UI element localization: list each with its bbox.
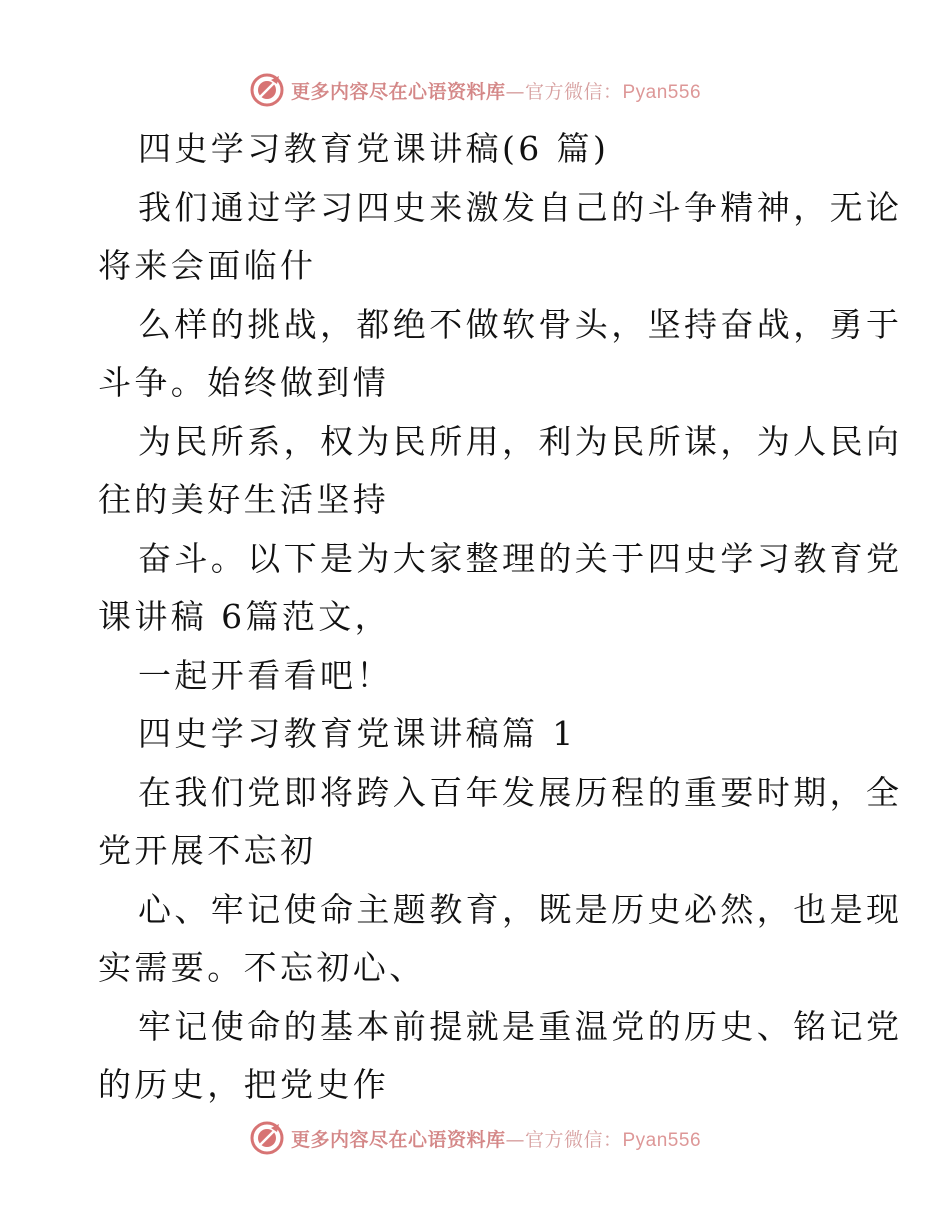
- text-line: 四史学习教育党课讲稿(6 篇): [138, 129, 610, 168]
- text-line: 牢记使命的基本前提就是重温党的历史、铭记党: [138, 1006, 903, 1046]
- document-body: [98, 120, 903, 1115]
- text-line: 党开展不忘初: [98, 831, 317, 870]
- text-line: 我们通过学习四史来激发自己的斗争精神，无论: [138, 187, 903, 227]
- footer-banner-label: 官方微信：: [524, 1128, 623, 1151]
- footer-banner: [0, 1118, 950, 1158]
- text-line: 在我们党即将跨入百年发展历程的重要时期，全: [138, 772, 903, 812]
- text-line: 心、牢记使命主题教育，既是历史必然，也是现: [138, 889, 903, 929]
- text-line: 一起开看看吧！: [138, 655, 393, 695]
- footer-banner-account: Pyan556: [622, 1129, 702, 1151]
- text-line: 斗争。始终做到情: [98, 363, 390, 402]
- footer-banner-text: [291, 1125, 701, 1152]
- red-seal-logo-icon: [249, 1120, 285, 1156]
- text-line: 实需要。不忘初心、: [98, 948, 426, 987]
- footer-banner-main: 更多内容尽在心语资料库: [290, 1128, 506, 1151]
- text-line: 往的美好生活坚持: [98, 480, 390, 519]
- text-line: 么样的挑战，都绝不做软骨头，坚持奋战，勇于: [138, 304, 903, 344]
- header-banner: [0, 70, 950, 110]
- text-line: 为民所系，权为民所用，利为民所谋，为人民向: [138, 421, 903, 461]
- header-banner-account: Pyan556: [622, 81, 702, 103]
- text-line: 将来会面临什: [98, 246, 317, 285]
- header-banner-separator: —: [505, 80, 525, 103]
- footer-banner-inner: [249, 1120, 701, 1156]
- header-banner-label: 官方微信：: [524, 80, 623, 103]
- header-banner-main: 更多内容尽在心语资料库: [290, 80, 506, 103]
- red-seal-logo-icon: [249, 72, 285, 108]
- text-line: 奋斗。以下是为大家整理的关于四史学习教育党: [138, 538, 903, 578]
- text-line: 的历史，把党史作: [98, 1065, 390, 1104]
- header-banner-inner: [249, 72, 701, 108]
- header-banner-text: [291, 77, 701, 104]
- footer-banner-separator: —: [505, 1128, 525, 1151]
- text-line: 四史学习教育党课讲稿篇 1: [138, 714, 577, 753]
- text-line: 课讲稿 6篇范文，: [98, 597, 392, 636]
